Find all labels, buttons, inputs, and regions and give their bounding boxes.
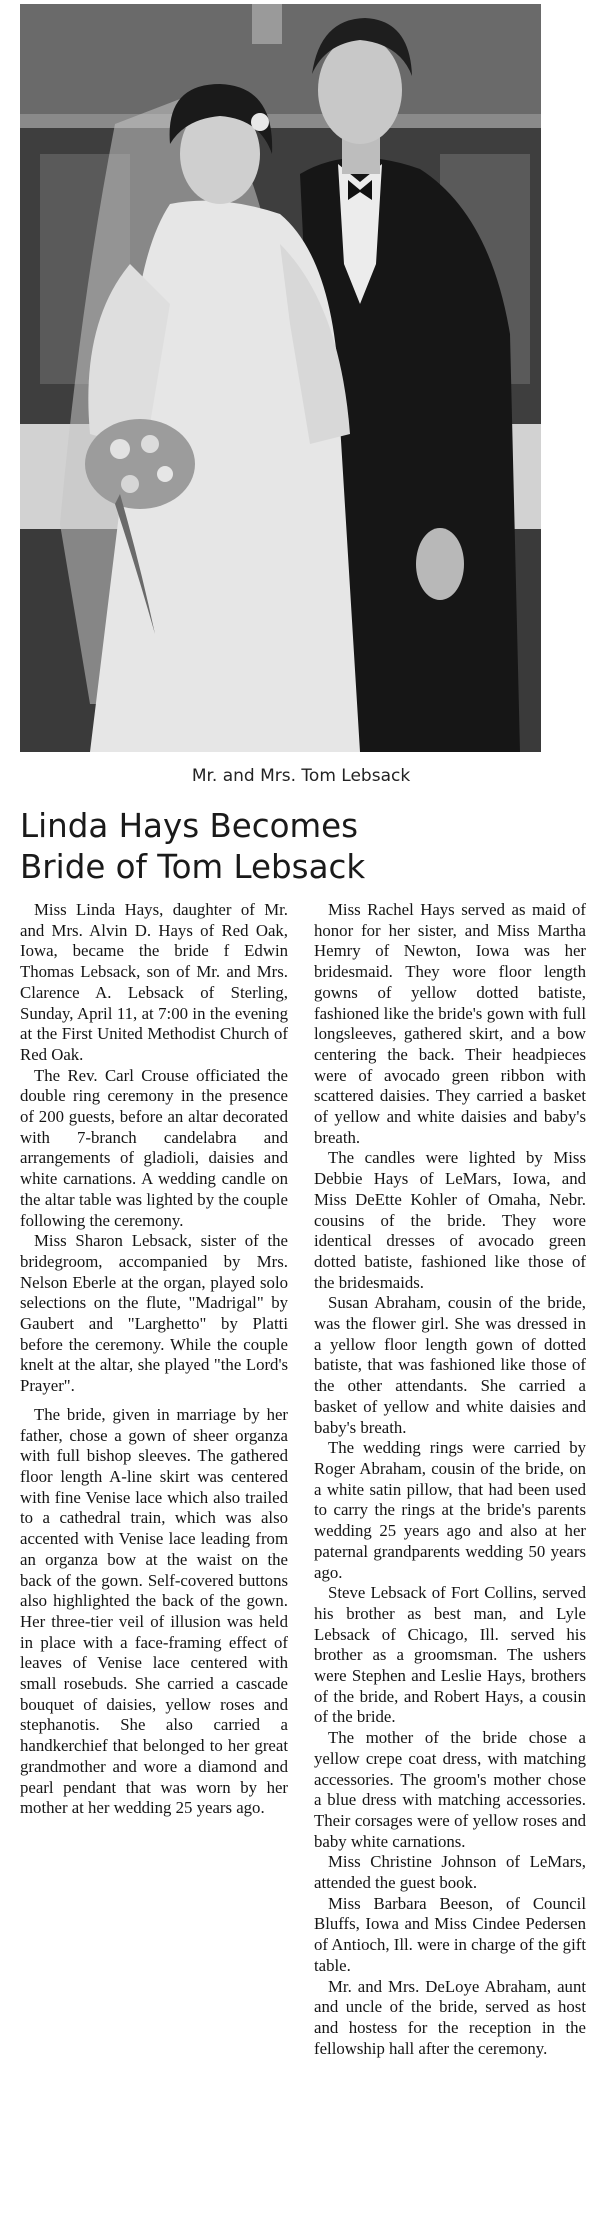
article-paragraph: The bride, given in marriage by her father, chose a gown of sheer organza with full bishop sleeves. The gathered floor length A-line skirt was centered with fine Venise lace which also trailed to a cathedral train, which was also accented with Venise lace leading from an organza bow at the waist on the back of the gown. Self-covered buttons also highlighted the back of the gown. Her three-tier veil of illusion was held in place with a face-framing effect of leaves of Venise lace centered with small rosebuds. She carried a cascade bouquet of daisies, yellow roses and stephanotis. She also carried a handkerchief that belonged to her great grandmother and wore a diamond and pearl pendant that was worn by her mother at her wedding 25 years ago. bbox=[20, 1404, 288, 1818]
wedding-photo bbox=[20, 4, 541, 752]
headline-line-2: Bride of Tom Lebsack bbox=[20, 848, 366, 886]
photo-caption: Mr. and Mrs. Tom Lebsack bbox=[191, 766, 411, 786]
article-paragraph: Miss Linda Hays, daughter of Mr. and Mrs. Alvin D. Hays of Red Oak, Iowa, became the bride f Edwin Thomas Lebsack, son of Mr. and Mrs. Clarence A. Lebsack of Sterling, Sunday, April 11, at 7:00 in the evening at the First United Methodist Church of Red Oak. bbox=[20, 900, 288, 1064]
article-paragraph: Steve Lebsack of Fort Collins, served his brother as best man, and Lyle Lebsack of Chicago, Ill. served his brother as a groomsman. The ushers were Stephen and Leslie Hays, brothers of the bride, and Robert Hays, a cousin of the bride. bbox=[314, 1583, 586, 1727]
article-paragraph: Miss Sharon Lebsack, sister of the bridegroom, accompanied by Mrs. Nelson Eberle at the organ, played solo selections on the flute, "Madrigal" by Gaubert and "Larghetto" by Platti before the ceremony. While the couple knelt at the altar, she played "the Lord's Prayer". bbox=[20, 1231, 288, 1396]
article-paragraph: Miss Christine Johnson of LeMars, attended the guest book. bbox=[314, 1852, 586, 1893]
article-right-column bbox=[314, 900, 586, 2059]
article-paragraph: Mr. and Mrs. DeLoye Abraham, aunt and uncle of the bride, served as host and hostess for the reception in the fellowship hall after the ceremony. bbox=[314, 1976, 586, 2058]
headline-line-1: Linda Hays Becomes bbox=[20, 807, 359, 845]
article-paragraph: Susan Abraham, cousin of the bride, was the flower girl. She was dressed in a yellow floor length gown of dotted batiste, that was fashioned like those of the other attendants. She carried a basket of yellow and white daisies and baby's breath. bbox=[314, 1293, 586, 1437]
headline bbox=[20, 806, 580, 888]
article-paragraph: Miss Barbara Beeson, of Council Bluffs, Iowa and Miss Cindee Pedersen of Antioch, Ill. were in charge of the gift table. bbox=[314, 1893, 586, 1975]
article-paragraph: The candles were lighted by Miss Debbie Hays of LeMars, Iowa, and Miss DeEtte Kohler of Omaha, Nebr. cousins of the bride. They wore identical dresses of avocado green dotted batiste, fashioned like those of the bridesmaids. bbox=[314, 1148, 586, 1292]
article-paragraph: The Rev. Carl Crouse officiated the double ring ceremony in the presence of 200 guests, before an altar decorated with 7-branch candelabra and arrangements of gladioli, daisies and white carnations. A wedding candle on the altar table was lighted by the couple following the ceremony. bbox=[20, 1065, 288, 1230]
article-left-column bbox=[20, 900, 288, 1819]
article-paragraph: The wedding rings were carried by Roger Abraham, cousin of the bride, on a white satin pillow, that had been used to carry the rings at the bride's parents wedding 25 years ago and also at her paternal grandparents wedding 50 years ago. bbox=[314, 1438, 586, 1582]
wedding-photo-drawing bbox=[20, 4, 541, 752]
article-paragraph: The mother of the bride chose a yellow crepe coat dress, with matching accessories. The groom's mother chose a blue dress with matching accessories. Their corsages were of yellow roses and baby white carnations. bbox=[314, 1728, 586, 1851]
article-paragraph: Miss Rachel Hays served as maid of honor for her sister, and Miss Martha Hemry of Newton, Iowa was her bridesmaid. They wore floor length gowns of yellow dotted batiste, fashioned like the bride's gown with full longsleeves, gathered skirt, and a bow centering the back. Their headpieces were of avocado green ribbon with scattered daisies. They carried a basket of yellow and white daisies and baby's breath. bbox=[314, 900, 586, 1147]
